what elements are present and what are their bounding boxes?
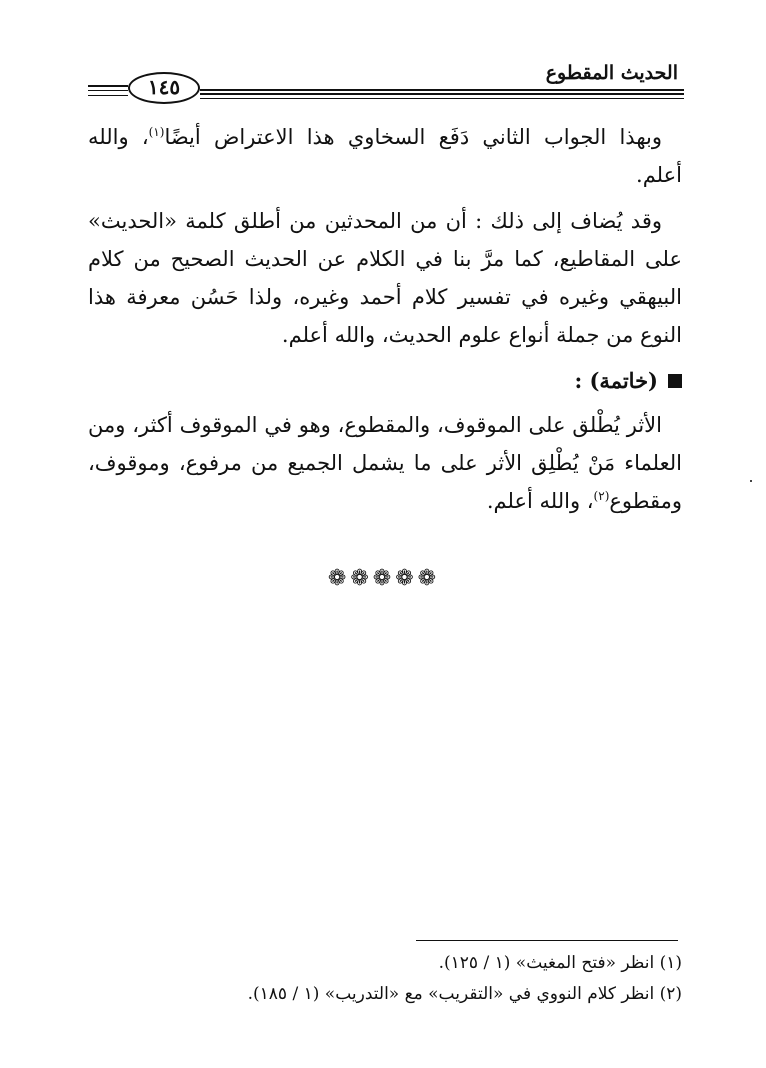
black-square-icon	[668, 374, 682, 388]
flower-icon: ❁	[350, 566, 371, 591]
footnote: (١) انظر «فتح المغيث» (١ / ١٢٥).	[438, 953, 682, 973]
running-title: الحديث المقطوع	[545, 62, 678, 84]
page-number: ١٤٥	[128, 72, 200, 104]
paragraph-text: ، والله أعلم.	[88, 125, 682, 187]
flower-icon: ❁	[327, 566, 349, 591]
paragraph: وقد يُضاف إلى ذلك : أن من المحدثين من أطلق كلمة «الحديث» على المقاطيع، كما مرَّ بنا في الكلام عن الحديث الصحيح من كلام البيهقي وغيره في تفسير كلام أحمد وغيره، ولذا حَسُن معرفة هذا النوع من جملة أنواع علوم الحديث، والله أعلم.	[88, 209, 682, 347]
footnote-ref: (٢)	[593, 489, 610, 503]
footnote-ref: (١)	[148, 125, 165, 139]
header-rule	[200, 93, 684, 95]
page-header	[88, 62, 684, 104]
flower-icon: ❁	[417, 566, 439, 591]
header-rule	[88, 90, 128, 91]
header-rule	[200, 89, 684, 91]
flower-icon: ❁	[372, 566, 394, 591]
paragraph-text: الأثر يُطْلق على الموقوف، والمقطوع، وهو في الموقوف أكثر، ومن العلماء مَنْ يُطْلِق الأثر على ما يشمل الجميع من مرفوع، وموقوف، ومقطوع	[88, 413, 682, 513]
header-rule	[200, 98, 684, 99]
margin-mark	[750, 480, 752, 482]
flower-icon: ❁	[395, 566, 416, 591]
main-text	[88, 118, 682, 528]
paragraph	[88, 406, 682, 520]
footnotes	[88, 948, 682, 1010]
section-ornament	[0, 566, 766, 591]
paragraph-text: ، والله أعلم.	[486, 489, 594, 513]
footnote-separator	[416, 940, 678, 941]
section-title: (خاتمة) :	[574, 368, 658, 393]
footnote: (٢) انظر كلام النووي في «التقريب» مع «التدريب» (١ / ١٨٥).	[247, 984, 682, 1004]
section-heading	[88, 362, 682, 400]
header-rule	[88, 85, 128, 87]
header-rule	[88, 95, 128, 96]
paragraph	[88, 118, 682, 194]
paragraph-text: وبهذا الجواب الثاني دَفَع السخاوي هذا الاعتراض أيضًا	[164, 125, 662, 149]
